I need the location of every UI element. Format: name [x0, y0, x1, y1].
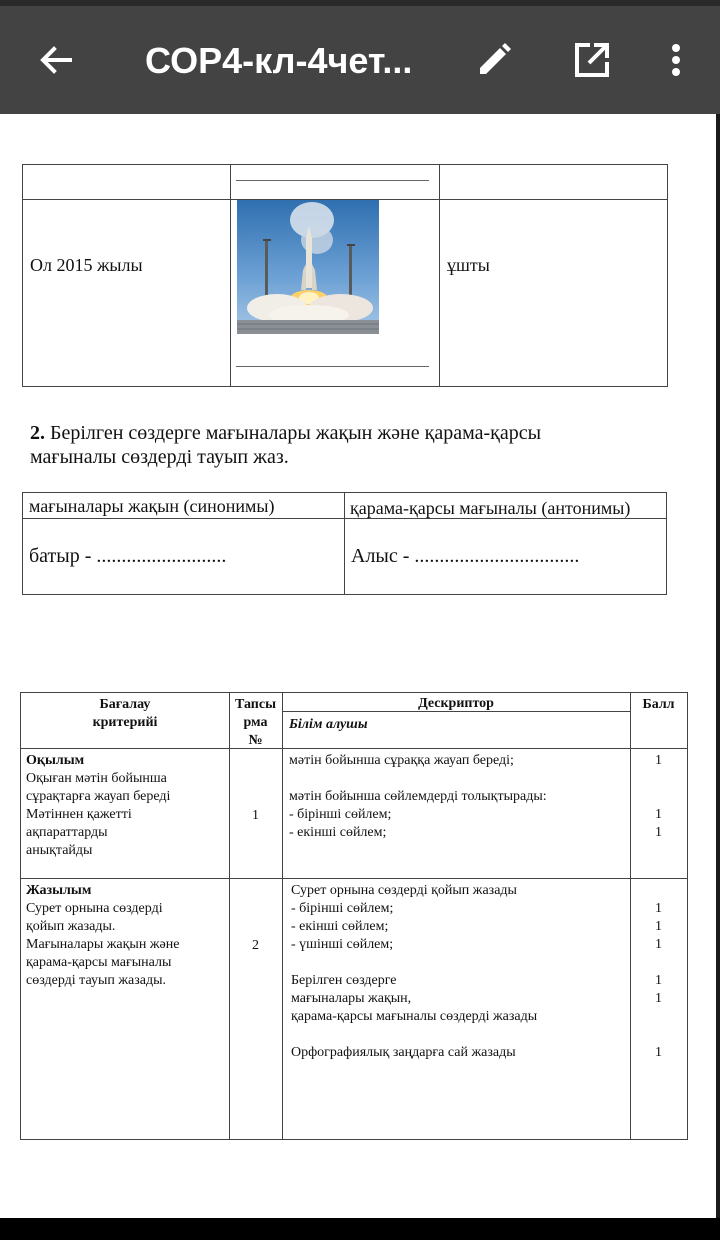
score-value — [630, 1008, 687, 1026]
criteria-title: Жазылым — [26, 883, 92, 898]
score-value — [630, 1026, 687, 1044]
criteria-header-line: критерийі — [92, 715, 158, 730]
rocket-launch-image — [237, 200, 379, 334]
criteria-cell-writing — [26, 882, 226, 990]
question-text-1: Берілген сөздерге мағыналары жақын және қарама-қарсы — [50, 422, 542, 444]
page-edge — [716, 114, 720, 1218]
synonym-cell: батыр - .......................... — [29, 545, 227, 567]
criteria-line: сұрақтарға жауап береді — [26, 789, 171, 804]
score-value: 1 — [655, 753, 662, 768]
descriptor-cell — [289, 752, 624, 842]
criteria-line: Мәтіннен қажетті — [26, 807, 132, 822]
score-header: Балл — [642, 697, 675, 712]
descriptor-line: - бірінші сөйлем; — [291, 901, 394, 916]
score-value — [630, 770, 687, 788]
criteria-line: сөздерді тауып жазады. — [26, 973, 167, 988]
question-text-2: мағыналы сөздерді тауып жаз. — [30, 446, 289, 468]
descriptor-header: Дескриптор — [418, 696, 494, 711]
descriptor-line: мәтін бойынша сұраққа жауап береді; — [289, 753, 514, 768]
descriptor-line: - екінші сөйлем; — [291, 919, 389, 934]
criteria-header — [21, 696, 229, 732]
descriptor-line: - бірінші сөйлем; — [289, 807, 392, 822]
score-value: 1 — [655, 991, 662, 1006]
blank-line — [236, 180, 429, 181]
back-arrow-icon[interactable] — [34, 38, 78, 82]
score-value: 1 — [655, 1045, 662, 1060]
score-value — [630, 788, 687, 806]
score-cell — [630, 752, 687, 842]
task-header-line: рма — [243, 715, 268, 730]
criteria-line: анықтайды — [26, 843, 93, 858]
sentence-start: Ол 2015 жылы — [30, 255, 143, 275]
criteria-line: қарама-қарсы мағыналы — [26, 955, 172, 970]
picture-table — [22, 164, 668, 387]
document-title: СОР4-кл-4чет... — [145, 40, 413, 81]
synonym-antonym-table — [22, 492, 667, 595]
table-divider — [21, 878, 687, 879]
task-number: 2 — [252, 938, 259, 953]
more-vert-icon[interactable] — [660, 38, 692, 82]
descriptor-line: мәтін бойынша сөйлемдерді толықтырады: — [289, 789, 547, 804]
descriptor-line: Сурет орнына сөздерді қойып жазады — [291, 883, 517, 898]
criteria-title: Оқылым — [26, 753, 85, 768]
criteria-line: Мағыналары жақын және — [26, 937, 180, 952]
criteria-header-line: Бағалау — [99, 697, 151, 712]
score-value: 1 — [655, 919, 662, 934]
descriptor-line: - үшінші сөйлем; — [291, 937, 394, 952]
question-line-1 — [30, 421, 650, 445]
criteria-cell-reading — [26, 752, 226, 860]
table-divider — [344, 493, 345, 594]
table-divider — [282, 693, 283, 1139]
table-divider — [21, 748, 687, 749]
table-divider — [229, 693, 230, 1139]
score-value: 1 — [655, 807, 662, 822]
descriptor-line — [289, 770, 624, 788]
descriptor-line: - екінші сөйлем; — [289, 825, 387, 840]
descriptor-line: қарама-қарсы мағыналы сөздерді жазады — [291, 1009, 538, 1024]
antonym-cell: Алыс - ................................. — [351, 545, 580, 567]
score-value — [630, 882, 687, 900]
score-cell — [630, 882, 687, 1062]
student-subheader: Білім алушы — [289, 717, 368, 732]
synonym-header: мағыналары жақын (синонимы) — [29, 496, 275, 516]
score-value: 1 — [655, 973, 662, 988]
task-header-line: Тапсы — [234, 697, 276, 712]
navigation-bar — [0, 1218, 720, 1240]
table-divider — [230, 165, 231, 386]
descriptor-line: мағыналары жақын, — [291, 991, 412, 1006]
edit-pencil-icon[interactable] — [472, 38, 516, 82]
descriptor-line — [291, 954, 626, 972]
antonym-header: қарама-қарсы мағыналы (антонимы) — [350, 498, 631, 518]
score-value: 1 — [655, 825, 662, 840]
score-value: 1 — [655, 901, 662, 916]
question-2 — [30, 421, 650, 469]
document-page[interactable] — [0, 114, 716, 1218]
task-header-line: № — [248, 733, 263, 748]
descriptor-line — [291, 1026, 626, 1044]
task-header — [229, 696, 282, 750]
open-external-icon[interactable] — [570, 38, 614, 82]
score-value — [630, 954, 687, 972]
assessment-table — [20, 692, 688, 1140]
descriptor-line: Орфографиялық заңдарға сай жазады — [291, 1045, 516, 1060]
criteria-line: ақпараттарды — [26, 825, 108, 840]
app-bar — [0, 6, 720, 114]
descriptor-line: Берілген сөздерге — [291, 973, 397, 988]
blank-line — [236, 366, 429, 367]
criteria-line: Сурет орнына сөздерді — [26, 901, 163, 916]
criteria-line: қойып жазады. — [26, 919, 116, 934]
score-value: 1 — [655, 937, 662, 952]
task-number: 1 — [252, 808, 259, 823]
criteria-line: Оқыған мәтін бойынша — [26, 771, 167, 786]
table-divider — [439, 165, 440, 386]
question-number: 2. — [30, 422, 45, 444]
sentence-end: ұшты — [447, 255, 490, 275]
descriptor-cell — [291, 882, 626, 1062]
